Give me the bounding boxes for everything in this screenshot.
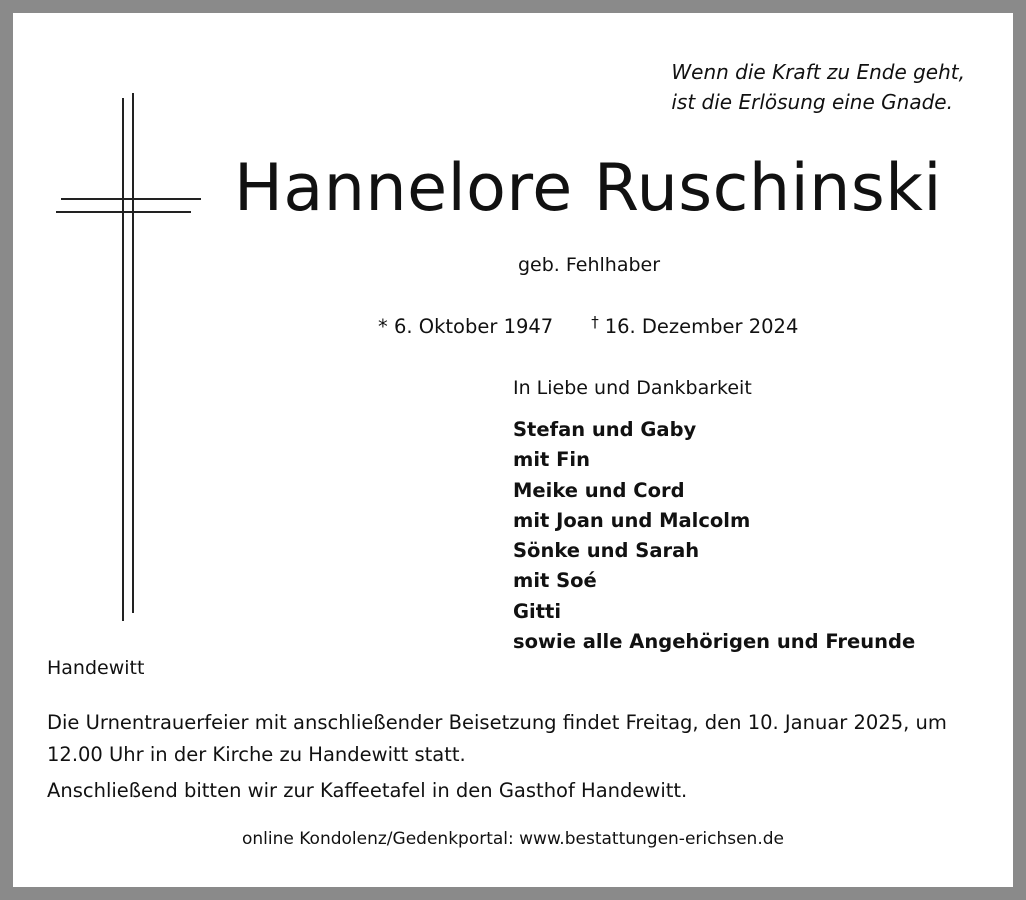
born-symbol: * xyxy=(378,315,388,338)
died-symbol: † xyxy=(591,313,599,331)
mourners-list xyxy=(513,415,915,657)
ceremony-text: Die Urnentrauerfeier mit anschließender Beisetzung findet Freitag, den 10. Januar 2025, um 12.00 Uhr in der Kirche zu Handewitt statt. xyxy=(47,711,947,766)
cross-icon xyxy=(53,93,203,623)
motto-line-1: Wenn die Kraft zu Ende geht, xyxy=(671,60,965,84)
mourner-item: sowie alle Angehörigen und Freunde xyxy=(513,630,916,654)
birth-date: 6. Oktober 1947 xyxy=(393,315,554,338)
mourner-item: mit Fin xyxy=(513,448,591,472)
mourner-item: mit Soé xyxy=(513,569,597,593)
birth-name: geb. Fehlhaber xyxy=(518,254,661,276)
death-date: 16. Dezember 2024 xyxy=(604,315,799,338)
thanks-line: In Liebe und Dankbarkeit xyxy=(513,377,752,399)
motto-line-2: ist die Erlösung eine Gnade. xyxy=(671,90,953,114)
obituary-card xyxy=(13,13,1013,887)
mourner-item: mit Joan und Malcolm xyxy=(513,508,751,532)
mourner-item: Meike und Cord xyxy=(513,478,685,502)
deceased-name: Hannelore Ruschinski xyxy=(234,151,942,226)
life-dates xyxy=(378,308,798,341)
reception-text: Anschließend bitten wir zur Kaffeetafel in den Gasthof Handewitt. xyxy=(47,779,688,802)
motto xyxy=(671,57,965,117)
mourner-item: Sönke und Sarah xyxy=(513,539,700,563)
place: Handewitt xyxy=(47,657,145,679)
mourner-item: Stefan und Gaby xyxy=(513,418,697,441)
condolence-portal: online Kondolenz/Gedenkportal: www.bestattungen-erichsen.de xyxy=(242,829,784,849)
mourner-item: Gitti xyxy=(513,599,562,623)
